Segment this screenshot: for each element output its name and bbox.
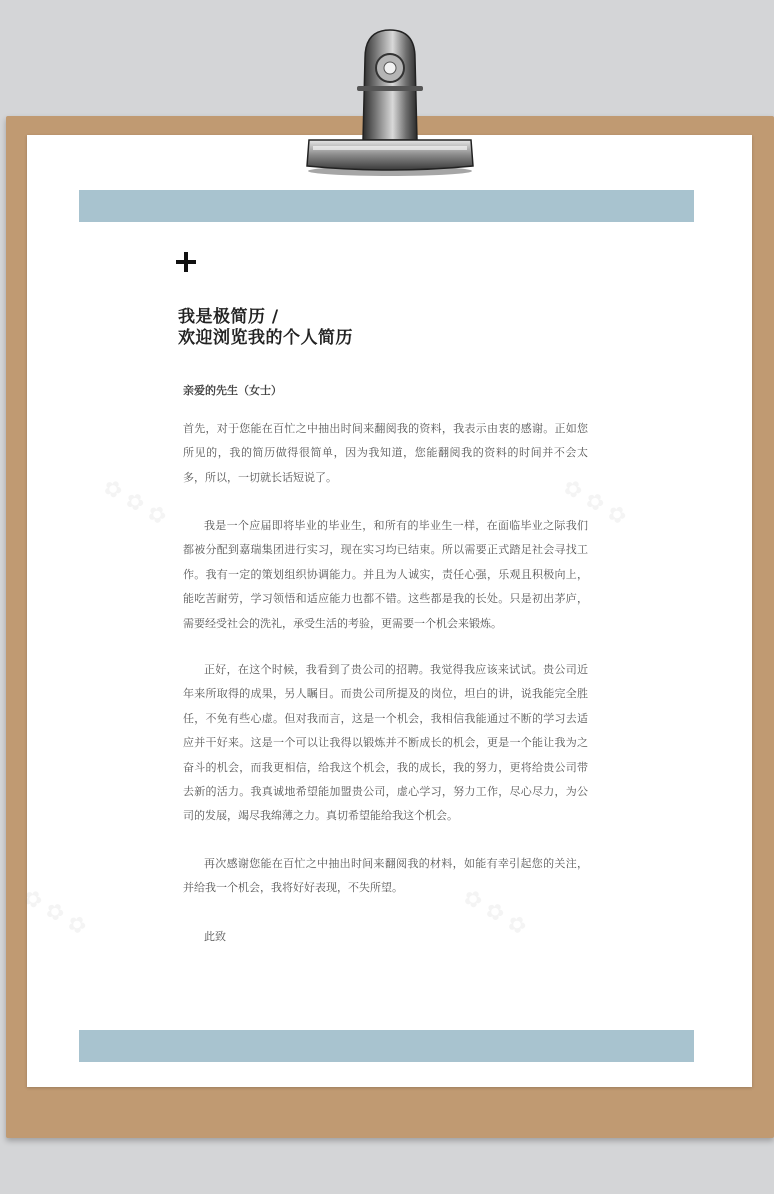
salutation: 亲爱的先生（女士） — [183, 384, 282, 397]
watermark: ✿ ✿ ✿ — [558, 474, 631, 531]
watermark: ✿ ✿ ✿ — [98, 474, 171, 531]
page-subtitle: 欢迎浏览我的个人简历 — [178, 328, 353, 348]
paragraph-3: 正好，在这个时候，我看到了贵公司的招聘。我觉得我应该来试试。贵公司近年来所取得的成果，另人瞩目。而贵公司所提及的岗位，坦白的讲，说我能完全胜任，不免有些心虚。但对我而言，这是一个机会，我相信我能通过不断的学习去适应并干好来。这是一个可以让我得以锻炼并不断成长的机会，更是一个能让我为之奋斗的机会，而我更相信，给我这个机会，我的成长，我的努力，更将给贵公司带去新的活力。我真诚地希望能加盟贵公司，虚心学习，努力工作，尽心尽力，为公司的发展，竭尽我绵薄之力。真切希望能给我这个机会。 — [183, 663, 588, 823]
page-title: 我是极简历 / — [178, 307, 279, 327]
binder-clip-icon — [305, 28, 475, 176]
closing: 此致 — [204, 930, 226, 943]
watermark: ✿ ✿ ✿ — [18, 884, 91, 941]
paragraph-4: 再次感谢您能在百忙之中抽出时间来翻阅我的材料，如能有幸引起您的关注，并给我一个机会，我将好好表现，不失所望。 — [183, 857, 588, 895]
footer-accent-band — [79, 1030, 694, 1062]
watermark: ✿ ✿ ✿ — [458, 884, 531, 941]
paragraph-2: 我是一个应届即将毕业的毕业生，和所有的毕业生一样，在面临毕业之际我们都被分配到嘉瑞集团进行实习，现在实习均已结束。所以需要正式踏足社会寻找工作。我有一定的策划组织协调能力。并且为人诚实，责任心强，乐观且积极向上，能吃苦耐劳，学习领悟和适应能力也都不错。这些都是我的长处。只是初出茅庐，需要经受社会的洗礼，承受生活的考验，更需要一个机会来锻炼。 — [183, 519, 588, 630]
paragraph-1: 首先，对于您能在百忙之中抽出时间来翻阅我的资料，我表示由衷的感谢。正如您所见的，我的简历做得很简单，因为我知道，您能翻阅我的资料的时间并不会太多，所以，一切就长话短说了。 — [183, 422, 588, 484]
header-accent-band — [79, 190, 694, 222]
plus-icon — [176, 252, 196, 272]
